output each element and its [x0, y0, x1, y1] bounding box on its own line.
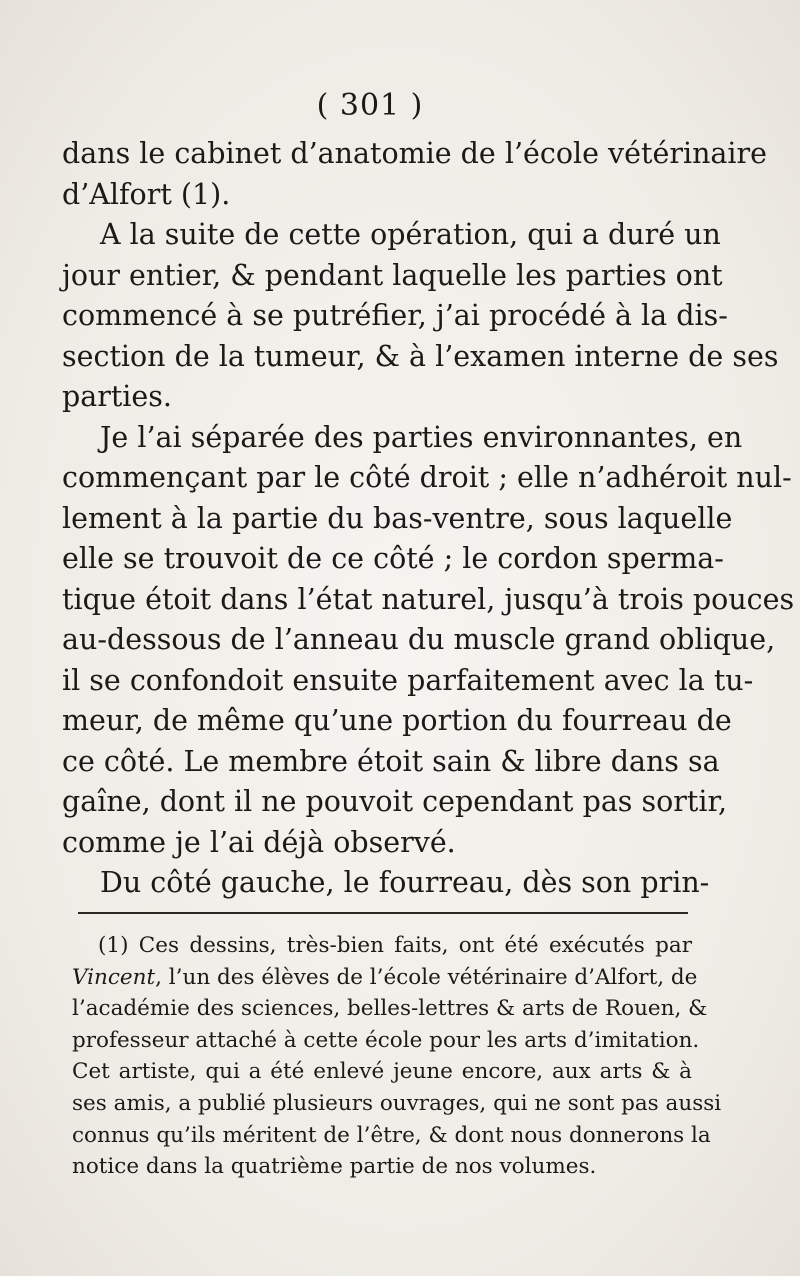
text-line: Je l’ai séparée des parties environnantes, en [100, 420, 743, 454]
text-line: d’Alfort (1). [62, 177, 231, 211]
page-number: ( 301 ) [316, 88, 424, 123]
text-line: lement à la partie du bas-ventre, sous laquelle [62, 501, 733, 535]
text-line: jour entier, & pendant laquelle les parties ont [62, 258, 723, 292]
footnote-line: Cet artiste, qui a été enlevé jeune encore, aux arts & à [72, 1059, 692, 1085]
text-line: au-dessous de l’anneau du muscle grand oblique, [62, 623, 776, 656]
footnote [72, 930, 722, 1183]
footnote-line [72, 962, 698, 994]
footnote-line: connus qu’ils méritent de l’être, & dont nous donnerons la [72, 1122, 711, 1148]
text-line: commençant par le côté droit ; elle n’adhéroit nul- [62, 461, 792, 494]
text-line: meur, de même qu’une portion du fourreau de [62, 704, 732, 737]
text-line: section de la tumeur, & à l’examen interne de ses [62, 339, 779, 373]
text-line: elle se trouvoit de ce côté ; le cordon sperma- [62, 542, 724, 575]
footnote-line: (1) Ces dessins, très-bien faits, ont été exécutés par [98, 933, 692, 958]
footnote-name: Vincent [72, 964, 156, 990]
footnote-line: ses amis, a publié plusieurs ouvrages, qui ne sont pas aussi [72, 1090, 722, 1116]
footnote-rule [78, 912, 688, 914]
text-line: A la suite de cette opération, qui a duré un [100, 218, 721, 251]
text-line: il se confondoit ensuite parfaitement avec la tu- [62, 663, 754, 697]
footnote-line: notice dans la quatrième partie de nos volumes. [72, 1154, 597, 1180]
text-line: ce côté. Le membre étoit sain & libre dans sa [62, 744, 720, 778]
text-line: comme je l’ai déjà observé. [62, 825, 456, 859]
text-line: gaîne, dont il ne pouvoit cependant pas sortir, [62, 785, 728, 818]
text-line: commencé à se putréfier, j’ai procédé à la dis- [62, 299, 728, 332]
main-text [62, 134, 795, 904]
footnote-line: professeur attaché à cette école pour les arts d’imitation. [72, 1027, 700, 1053]
text-line: parties. [62, 380, 172, 413]
text-line: dans le cabinet d’anatomie de l’école vétérinaire [62, 137, 768, 170]
text-line: tique étoit dans l’état naturel, jusqu’à trois pouces [62, 582, 795, 616]
footnote-line-rest: , l’un des élèves de l’école vétérinaire d’Alfort, de [155, 964, 698, 990]
footnote-line: l’académie des sciences, belles-lettres & arts de Rouen, & [72, 996, 708, 1022]
text-line: Du côté gauche, le fourreau, dès son prin- [100, 866, 710, 899]
